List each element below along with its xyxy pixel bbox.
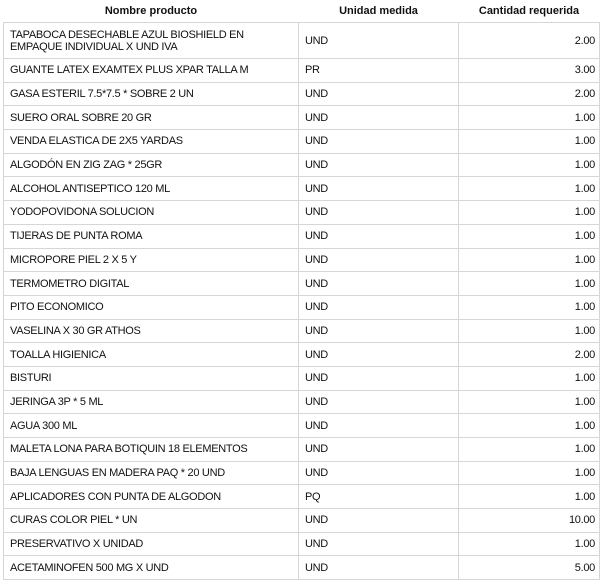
quantity-cell: 1.00 bbox=[459, 390, 600, 414]
table-row bbox=[4, 82, 600, 106]
product-name-cell: MICROPORE PIEL 2 X 5 Y bbox=[4, 248, 299, 272]
unit-cell: UND bbox=[299, 23, 459, 59]
unit-cell: UND bbox=[299, 390, 459, 414]
unit-cell: UND bbox=[299, 343, 459, 367]
quantity-cell: 1.00 bbox=[459, 272, 600, 296]
unit-cell: UND bbox=[299, 224, 459, 248]
quantity-cell: 2.00 bbox=[459, 82, 600, 106]
header-unit: Unidad medida bbox=[339, 5, 418, 17]
table-row bbox=[4, 343, 600, 367]
quantity-cell: 1.00 bbox=[459, 414, 600, 438]
table-row bbox=[4, 556, 600, 580]
product-name-cell: TAPABOCA DESECHABLE AZUL BIOSHIELD EN EMPAQUE INDIVIDUAL X UND IVA bbox=[4, 23, 299, 59]
table-row bbox=[4, 461, 600, 485]
table-row bbox=[4, 366, 600, 390]
unit-cell: UND bbox=[299, 82, 459, 106]
quantity-cell: 1.00 bbox=[459, 130, 600, 154]
table-row bbox=[4, 248, 600, 272]
table-row bbox=[4, 390, 600, 414]
products-table bbox=[3, 0, 600, 580]
product-name-cell: PRESERVATIVO X UNIDAD bbox=[4, 532, 299, 556]
unit-cell: UND bbox=[299, 153, 459, 177]
product-name-cell: BISTURI bbox=[4, 366, 299, 390]
unit-cell: UND bbox=[299, 201, 459, 225]
quantity-cell: 2.00 bbox=[459, 343, 600, 367]
quantity-cell: 2.00 bbox=[459, 23, 600, 59]
table-row bbox=[4, 153, 600, 177]
table-row bbox=[4, 224, 600, 248]
table-row bbox=[4, 23, 600, 59]
unit-cell: PR bbox=[299, 59, 459, 83]
unit-cell: PQ bbox=[299, 485, 459, 509]
quantity-cell: 10.00 bbox=[459, 509, 600, 533]
product-name-cell: BAJA LENGUAS EN MADERA PAQ * 20 UND bbox=[4, 461, 299, 485]
unit-cell: UND bbox=[299, 532, 459, 556]
header-quantity: Cantidad requerida bbox=[478, 5, 580, 17]
quantity-cell: 1.00 bbox=[459, 461, 600, 485]
table-row bbox=[4, 319, 600, 343]
unit-cell: UND bbox=[299, 248, 459, 272]
unit-cell: UND bbox=[299, 366, 459, 390]
table-row bbox=[4, 532, 600, 556]
product-name-cell: CURAS COLOR PIEL * UN bbox=[4, 509, 299, 533]
table-row bbox=[4, 509, 600, 533]
table-row bbox=[4, 272, 600, 296]
table-row bbox=[4, 414, 600, 438]
table-row bbox=[4, 106, 600, 130]
product-name-cell: MALETA LONA PARA BOTIQUIN 18 ELEMENTOS bbox=[4, 438, 299, 462]
product-name-cell: GASA ESTERIL 7.5*7.5 * SOBRE 2 UN bbox=[4, 82, 299, 106]
product-name-cell: YODOPOVIDONA SOLUCION bbox=[4, 201, 299, 225]
product-name-cell: TERMOMETRO DIGITAL bbox=[4, 272, 299, 296]
table-row bbox=[4, 177, 600, 201]
product-name-cell: VENDA ELASTICA DE 2X5 YARDAS bbox=[4, 130, 299, 154]
quantity-cell: 1.00 bbox=[459, 153, 600, 177]
quantity-cell: 1.00 bbox=[459, 201, 600, 225]
product-name-cell: ACETAMINOFEN 500 MG X UND bbox=[4, 556, 299, 580]
table-row bbox=[4, 130, 600, 154]
table-row bbox=[4, 201, 600, 225]
quantity-cell: 1.00 bbox=[459, 106, 600, 130]
quantity-cell: 1.00 bbox=[459, 532, 600, 556]
product-name-cell: ALCOHOL ANTISEPTICO 120 ML bbox=[4, 177, 299, 201]
product-name-cell: VASELINA X 30 GR ATHOS bbox=[4, 319, 299, 343]
quantity-cell: 3.00 bbox=[459, 59, 600, 83]
product-name-cell: GUANTE LATEX EXAMTEX PLUS XPAR TALLA M bbox=[4, 59, 299, 83]
unit-cell: UND bbox=[299, 272, 459, 296]
product-name-cell: TOALLA HIGIENICA bbox=[4, 343, 299, 367]
unit-cell: UND bbox=[299, 438, 459, 462]
unit-cell: UND bbox=[299, 414, 459, 438]
quantity-cell: 1.00 bbox=[459, 224, 600, 248]
quantity-cell: 1.00 bbox=[459, 438, 600, 462]
unit-cell: UND bbox=[299, 177, 459, 201]
unit-cell: UND bbox=[299, 295, 459, 319]
product-name-cell: ALGODÓN EN ZIG ZAG * 25GR bbox=[4, 153, 299, 177]
quantity-cell: 1.00 bbox=[459, 177, 600, 201]
unit-cell: UND bbox=[299, 106, 459, 130]
quantity-cell: 1.00 bbox=[459, 319, 600, 343]
unit-cell: UND bbox=[299, 319, 459, 343]
product-name-cell: SUERO ORAL SOBRE 20 GR bbox=[4, 106, 299, 130]
unit-cell: UND bbox=[299, 461, 459, 485]
product-name-cell: TIJERAS DE PUNTA ROMA bbox=[4, 224, 299, 248]
product-name-cell: PITO ECONOMICO bbox=[4, 295, 299, 319]
quantity-cell: 5.00 bbox=[459, 556, 600, 580]
unit-cell: UND bbox=[299, 509, 459, 533]
unit-cell: UND bbox=[299, 130, 459, 154]
table-row bbox=[4, 485, 600, 509]
table-row bbox=[4, 59, 600, 83]
quantity-cell: 1.00 bbox=[459, 295, 600, 319]
quantity-cell: 1.00 bbox=[459, 248, 600, 272]
unit-cell: UND bbox=[299, 556, 459, 580]
table-row bbox=[4, 295, 600, 319]
quantity-cell: 1.00 bbox=[459, 485, 600, 509]
header-product-name: Nombre producto bbox=[104, 5, 198, 17]
table-header-row bbox=[4, 0, 600, 23]
product-name-cell: APLICADORES CON PUNTA DE ALGODON bbox=[4, 485, 299, 509]
quantity-cell: 1.00 bbox=[459, 366, 600, 390]
product-name-cell: AGUA 300 ML bbox=[4, 414, 299, 438]
table-row bbox=[4, 438, 600, 462]
product-name-cell: JERINGA 3P * 5 ML bbox=[4, 390, 299, 414]
